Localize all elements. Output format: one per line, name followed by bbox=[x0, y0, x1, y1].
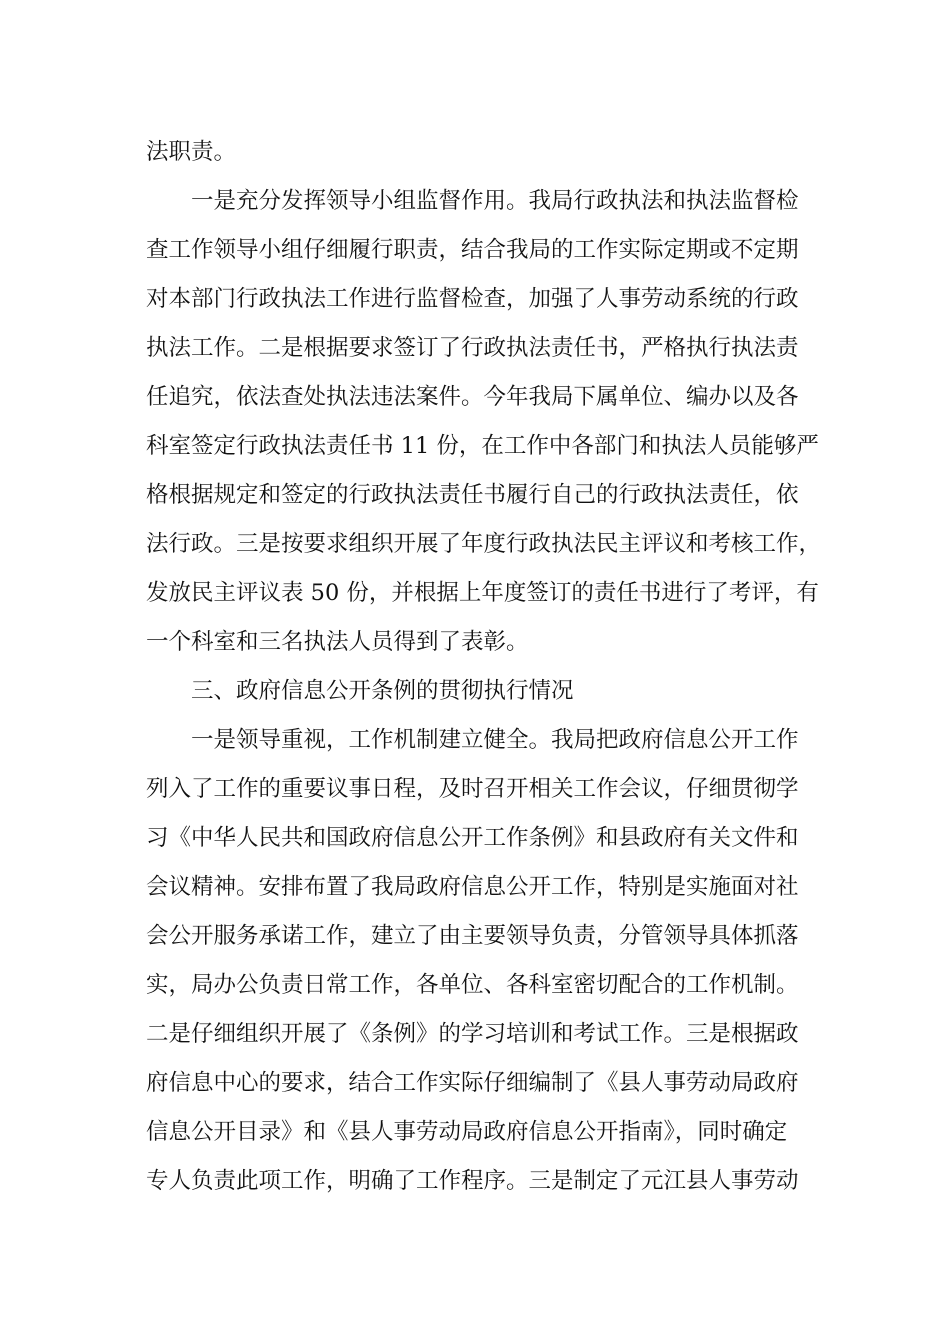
text-line: 二是仔细组织开展了《条例》的学习培训和考试工作。三是根据政 bbox=[146, 1021, 799, 1047]
text-line: 法职责。 bbox=[146, 139, 237, 165]
paragraph-start-line: 一是充分发挥领导小组监督作用。我局行政执法和执法监督检 bbox=[191, 188, 799, 214]
text-line: 信息公开目录》和《县人事劳动局政府信息公开指南》，同时确定 bbox=[146, 1119, 788, 1145]
text-line: 会公开服务承诺工作，建立了由主要领导负责，分管领导具体抓落 bbox=[146, 923, 799, 949]
text-line: 法行政。三是按要求组织开展了年度行政执法民主评议和考核工作， bbox=[146, 531, 822, 557]
text-line: 查工作领导小组仔细履行职责，结合我局的工作实际定期或不定期 bbox=[146, 237, 799, 263]
text-line: 会议精神。安排布置了我局政府信息公开工作，特别是实施面对社 bbox=[146, 874, 799, 900]
text-line: 实，局办公负责日常工作，各单位、各科室密切配合的工作机制。 bbox=[146, 972, 799, 998]
text-line: 专人负责此项工作，明确了工作程序。三是制定了元江县人事劳动 bbox=[146, 1168, 799, 1194]
text-line: 府信息中心的要求，结合工作实际仔细编制了《县人事劳动局政府 bbox=[146, 1070, 799, 1096]
text-line: 列入了工作的重要议事日程，及时召开相关工作会议，仔细贯彻学 bbox=[146, 776, 799, 802]
text-line: 执法工作。二是根据要求签订了行政执法责任书，严格执行执法责 bbox=[146, 335, 799, 361]
paragraph-start-line: 一是领导重视，工作机制建立健全。我局把政府信息公开工作 bbox=[191, 727, 799, 753]
text-line: 一个科室和三名执法人员得到了表彰。 bbox=[146, 629, 529, 655]
text-line: 发放民主评议表 50 份，并根据上年度签订的责任书进行了考评，有 bbox=[146, 580, 819, 606]
text-line: 任追究，依法查处执法违法案件。今年我局下属单位、编办以及各 bbox=[146, 384, 799, 410]
text-line: 科室签定行政执法责任书 11 份，在工作中各部门和执法人员能够严 bbox=[146, 433, 819, 459]
text-line: 格根据规定和签定的行政执法责任书履行自己的行政执法责任，依 bbox=[146, 482, 799, 508]
text-line: 对本部门行政执法工作进行监督检查，加强了人事劳动系统的行政 bbox=[146, 286, 799, 312]
text-line: 习《中华人民共和国政府信息公开工作条例》和县政府有关文件和 bbox=[146, 825, 799, 851]
section-heading: 三、政府信息公开条例的贯彻执行情况 bbox=[191, 678, 574, 704]
